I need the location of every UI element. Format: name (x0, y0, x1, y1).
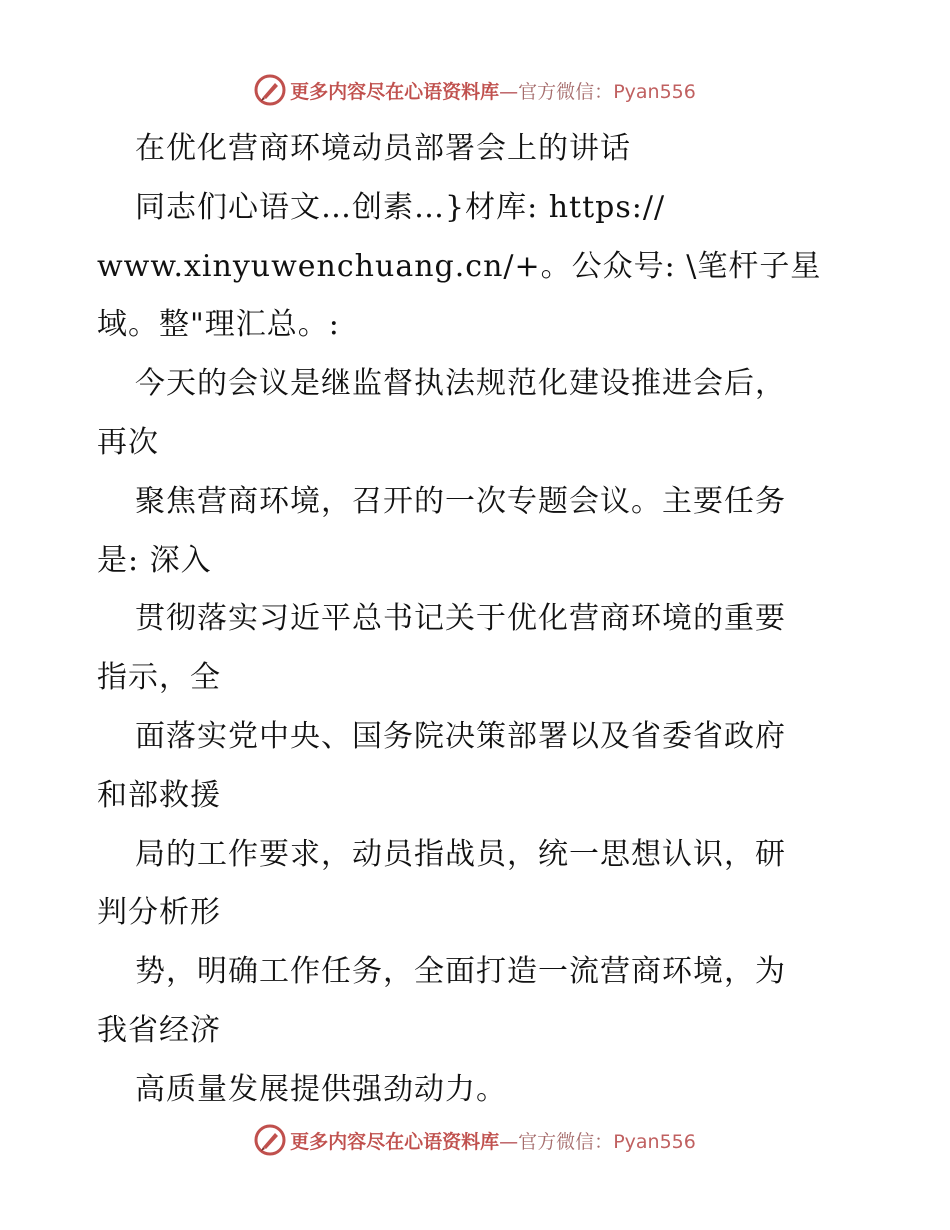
header-banner (0, 70, 950, 110)
paragraph-line: 面落实党中央、国务院决策部署以及省委省政府 (135, 718, 786, 754)
paragraph-line: 我省经济 (97, 1012, 221, 1048)
banner-official-label: 官方微信： (518, 1130, 614, 1153)
paragraph-line: 判分析形 (97, 895, 221, 931)
footer-banner (0, 1120, 950, 1160)
paragraph-line: 聚焦营商环境，召开的一次专题会议。主要任务 (135, 483, 786, 519)
document-title: 在优化营商环境动员部署会上的讲话 (135, 131, 631, 166)
paragraph-line: 同志们心语文…创素…}材库: https:// (135, 189, 666, 225)
banner-wechat-id: Pyan556 (613, 1130, 696, 1153)
document-body (97, 120, 857, 1120)
banner-official-label: 官方微信： (518, 80, 614, 103)
paragraph-line: 今天的会议是继监督执法规范化建设推进会后， (135, 366, 786, 402)
banner-text (290, 1127, 696, 1154)
banner-dash: — (499, 80, 519, 103)
paragraph-line: 再次 (97, 424, 159, 460)
pen-logo-icon (254, 74, 286, 106)
paragraph-line: 贯彻落实习近平总书记关于优化营商环境的重要 (135, 601, 786, 637)
paragraph-line: www.xinyuwenchuang.cn/+。公众号: \笔杆子星 (97, 248, 822, 284)
banner-text (290, 77, 696, 104)
paragraph-line: 域。整"理汇总。: (97, 307, 340, 343)
banner-title: 更多内容尽在心语资料库 (290, 1130, 500, 1153)
banner-wechat-id: Pyan556 (613, 80, 696, 103)
banner-title: 更多内容尽在心语资料库 (290, 80, 500, 103)
paragraph-line: 指示，全 (97, 660, 221, 696)
paragraph-line: 和部救援 (97, 777, 221, 813)
pen-logo-icon (254, 1124, 286, 1156)
paragraph-line: 局的工作要求，动员指战员，统一思想认识，研 (135, 836, 786, 872)
paragraph-line: 是: 深入 (97, 542, 212, 578)
paragraph-line: 高质量发展提供强劲动力。 (135, 1071, 507, 1107)
paragraph-line: 势，明确工作任务，全面打造一流营商环境，为 (135, 954, 786, 990)
banner-dash: — (499, 1130, 519, 1153)
